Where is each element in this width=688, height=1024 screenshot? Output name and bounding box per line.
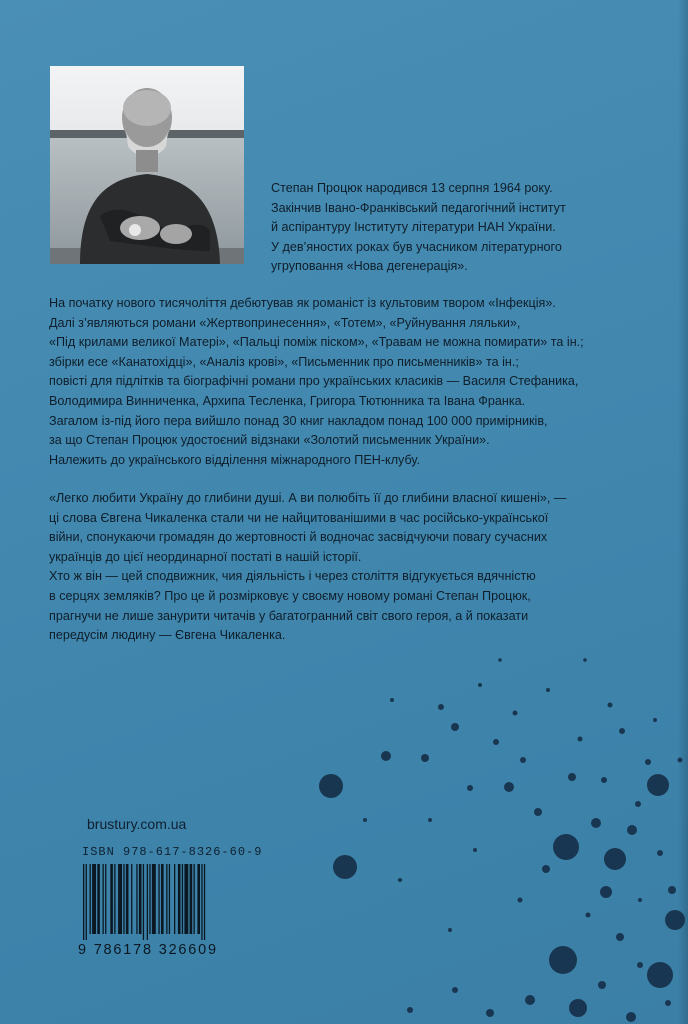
bio-line: й аспірантуру Інституту літератури НАН України.: [271, 220, 556, 235]
publisher-url: brustury.com.ua: [87, 816, 187, 832]
novel-line: війни, спонукаючи громадян до жертовності й водночас засвідчуючи повагу сучасних: [49, 530, 548, 545]
author-bio: [271, 179, 671, 277]
novel-line: Хто ж він — цей сподвижник, чия діяльність і через століття відгукується вдячністю: [49, 569, 536, 584]
works-line: Далі з’являються романи «Жертвопринесення», «Тотем», «Руйнування ляльки»,: [49, 315, 521, 330]
novel-line: передусім людину — Євгена Чикаленка.: [49, 628, 286, 643]
works-line: за що Степан Процюк удостоєний відзнаки «Золотий письменник України».: [49, 433, 490, 448]
novel-line: в серцях земляків? Про це й розмірковує у своєму новому романі Степан Процюк,: [49, 588, 531, 603]
bio-line: Степан Процюк народився 13 серпня 1964 року.: [271, 181, 553, 195]
barcode-number: 9 786178 326609: [78, 942, 218, 958]
works-line: Належить до українського відділення міжнародного ПЕН-клубу.: [49, 452, 420, 467]
barcode: [81, 864, 249, 940]
works-line: На початку нового тисячоліття дебютував як романіст із культовим твором «Інфекція».: [49, 296, 556, 310]
barcode-bars: [81, 864, 249, 940]
works-line: Володимира Винниченка, Архипа Тесленка, Григора Тютюнника та Івана Франка.: [49, 393, 526, 408]
works-line: «Під крилами великої Матері», «Пальці поміж піском», «Травам не можна помирати» та ін.;: [49, 335, 584, 350]
works-paragraph: [49, 294, 669, 470]
novel-line: українців до цієї неординарної постаті в нашій історії.: [49, 549, 362, 564]
bio-line: Закінчив Івано-Франківський педагогічний інститут: [271, 200, 566, 215]
novel-line: прагнучи не лише занурити читачів у багатогранний світ свого героя, а й показати: [49, 608, 529, 623]
cover-edge: [678, 0, 688, 1024]
works-line: Загалом із-під його пера вийшло понад 30 книг накладом понад 100 000 примірників,: [49, 413, 548, 428]
isbn-label: ISBN 978-617-8326-60-9: [82, 845, 263, 859]
bio-line: У дев’яностих роках був учасником літературного: [271, 239, 562, 254]
author-photo: [50, 66, 244, 264]
novel-line: «Легко любити Україну до глибини душі. А ви полюбіть її до глибини власної кишені», —: [49, 491, 567, 505]
novel-line: ці слова Євгена Чикаленка стали чи не найцитованішими в час російсько-української: [49, 510, 549, 525]
works-line: повісті для підлітків та біографічні романи про українських класиків — Василя Стефаника,: [49, 374, 579, 389]
works-line: збірки есе «Канатохідці», «Аналіз крові», «Письменник про письменників» та ін.;: [49, 354, 519, 369]
novel-paragraph: [49, 489, 669, 646]
bio-line: угруповання «Нова дегенерація».: [271, 259, 468, 274]
